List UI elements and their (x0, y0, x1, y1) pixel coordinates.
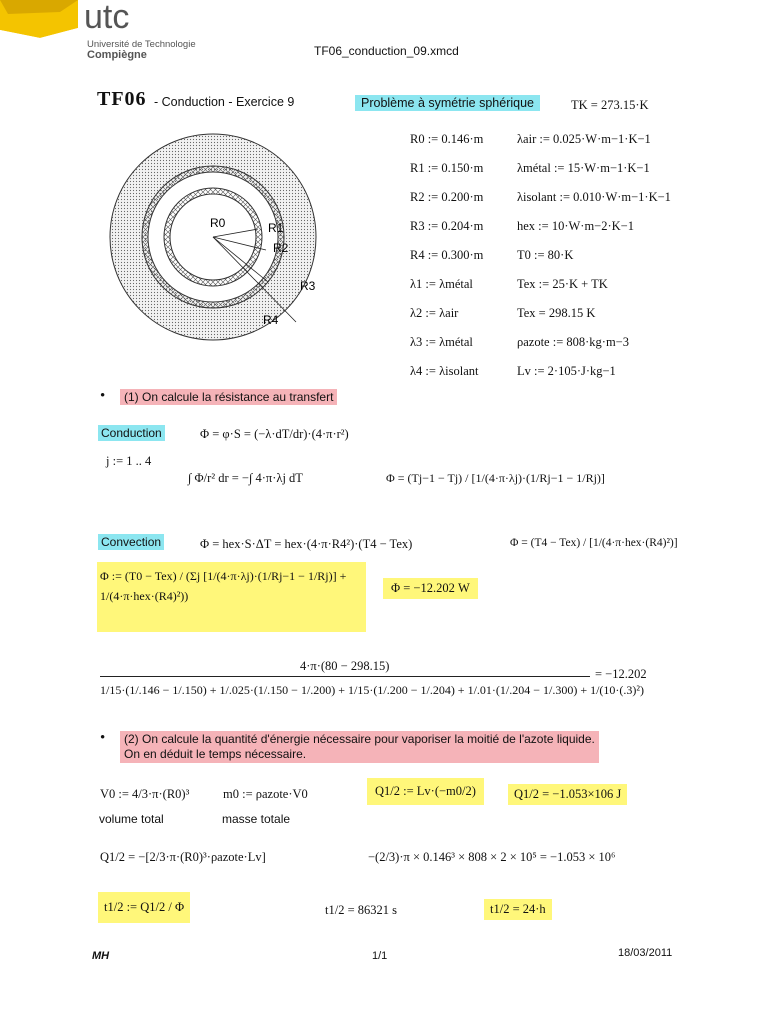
param-t0: T0 := 80·K (517, 248, 574, 262)
logo-line1: Université de Technologie (87, 39, 196, 50)
phi-convection: Φ = (T4 − Tex) / [1/(4·π·hex·(R4)²)] (510, 537, 678, 549)
section2-heading-line2: On en déduit le temps nécessaire. (124, 747, 307, 761)
problem-highlight: Problème à symétrie sphérique (355, 95, 540, 111)
numeric-result: = −12.202 (595, 667, 647, 681)
conduction-label: Conduction (98, 425, 165, 441)
t-definition: t1/2 := Q1/2 / Φ (98, 892, 190, 923)
q-formula: Q1/2 = −[2/3·π·(R0)³·ρazote·Lv] (100, 850, 266, 864)
index-range: j := 1 .. 4 (106, 454, 152, 468)
param-lambda3: λ3 := λmétal (410, 335, 473, 349)
phi-definition-text: Φ := (T0 − Tex) / (Σj [1/(4·π·λj)·(1/Rj−1 − 1/Rj)] + 1/(4·π·hex·(R4)²)) (100, 569, 347, 603)
label-r3: R3 (300, 279, 316, 293)
param-r4: R4 := 0.300·m (410, 248, 484, 262)
params-right (517, 125, 671, 386)
phi-definition (100, 566, 363, 606)
numeric-numerator: 4·π·(80 − 298.15) (300, 659, 390, 673)
caption-volume: volume total (99, 812, 164, 826)
param-r0: R0 := 0.146·m (410, 132, 484, 146)
numeric-denominator: 1/15·(1/.146 − 1/.150) + 1/.025·(1/.150 − 1/.200) + 1/15·(1/.200 − 1/.204) + 1/.01·(1/.204 − 1/.300) + 1/(10·(.3)²) (100, 683, 645, 697)
param-tex-value: Tex = 298.15 K (517, 306, 596, 320)
numeric-fraction-bar (100, 676, 590, 677)
params-left (410, 125, 483, 386)
footer-date: 18/03/2011 (618, 947, 673, 959)
q-result: Q1/2 = −1.053×106 J (508, 784, 627, 805)
v0-definition: V0 := 4/3·π·(R0)³ (100, 787, 190, 801)
section2-heading-line1: (2) On calcule la quantité d'énergie nécessaire pour vaporiser la moitié de l'azote liquide. (124, 732, 595, 746)
convection-label: Convection (98, 534, 164, 550)
label-r1: R1 (268, 221, 284, 235)
param-lambda1: λ1 := λmétal (410, 277, 473, 291)
phi-result: Φ = −12.202 W (383, 578, 478, 599)
m0-definition: m0 := ρazote·V0 (223, 787, 308, 801)
param-r3: R3 := 0.204·m (410, 219, 484, 233)
spherical-layers-diagram (108, 132, 318, 342)
bullet-icon: • (100, 388, 106, 404)
t-seconds: t1/2 = 86321 s (325, 903, 397, 917)
param-r2: R2 := 0.200·m (410, 190, 484, 204)
integral-equation: ∫ Φ/r² dr = −∫ 4·π·λj dT (188, 471, 303, 485)
footer-author: MH (92, 950, 110, 962)
param-r1: R1 := 0.150·m (410, 161, 484, 175)
param-lambda-metal: λmétal := 15·W·m−1·K−1 (517, 161, 650, 175)
label-r4: R4 (263, 313, 279, 327)
param-lambda-air: λair := 0.025·W·m−1·K−1 (517, 132, 651, 146)
section1-heading: (1) On calcule la résistance au transfert (120, 389, 337, 405)
q-numeric: −(2/3)·π × 0.146³ × 808 × 2 × 10⁵ = −1.053 × 10⁶ (368, 850, 616, 864)
label-r2: R2 (273, 241, 289, 255)
convection-equation: Φ = hex·S·ΔT = hex·(4·π·R4²)·(T4 − Tex) (200, 537, 413, 551)
param-lambda4: λ4 := λisolant (410, 364, 479, 378)
q-definition: Q1/2 := Lv·(−m0/2) (367, 778, 484, 805)
t-hours: t1/2 = 24·h (484, 899, 552, 920)
exercise-subtitle: - Conduction - Exercice 9 (154, 95, 295, 109)
param-tex-def: Tex := 25·K + TK (517, 277, 608, 291)
label-r0: R0 (210, 216, 226, 230)
param-lambda2: λ2 := λair (410, 306, 459, 320)
bullet-icon-2: • (100, 730, 106, 746)
phi-conduction: Φ = (Tj−1 − Tj) / [1/(4·π·λj)·(1/Rj−1 − 1/Rj)] (386, 471, 605, 485)
course-code: TF06 (97, 88, 147, 110)
logo-line2: Compiègne (87, 49, 147, 61)
section2-heading (120, 731, 599, 763)
param-lv: Lv := 2·105·J·kg−1 (517, 364, 616, 378)
logo-name: utc (84, 0, 130, 36)
footer-page: 1/1 (372, 950, 388, 962)
file-name: TF06_conduction_09.xmcd (314, 44, 459, 58)
param-hex: hex := 10·W·m−2·K−1 (517, 219, 634, 233)
param-lambda-insulant: λisolant := 0.010·W·m−1·K−1 (517, 190, 671, 204)
utc-logo-mark-icon (0, 0, 80, 62)
param-rho-azote: ρazote := 808·kg·m−3 (517, 335, 629, 349)
utc-logo (0, 0, 200, 62)
caption-mass: masse totale (222, 812, 291, 826)
conduction-equation: Φ = φ·S = (−λ·dT/dr)·(4·π·r²) (200, 427, 349, 441)
param-tk: TK = 273.15·K (571, 98, 649, 112)
